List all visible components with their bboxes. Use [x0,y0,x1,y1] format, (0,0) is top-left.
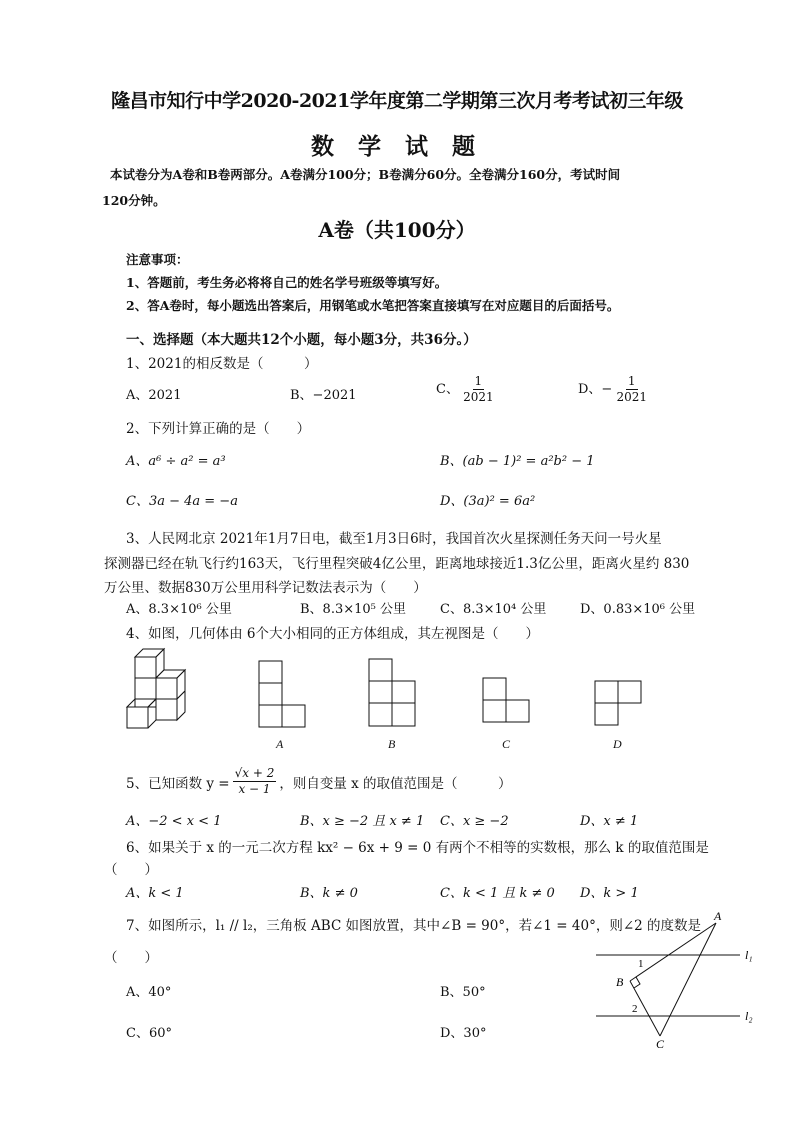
q5-option-c: C、x ≥ −2 [440,814,509,829]
exam-intro [102,162,710,214]
q1-option-b: B、−2021 [290,388,357,403]
q1-option-a: A、2021 [126,388,182,403]
q4-view-d [594,680,644,728]
q3-line-1: 3、人民网北京 2021年1月7日电，截至1月3日6时，我国首次火星探测任务天问一号火星 [126,531,662,547]
q7-angle-2: 2 [632,1003,638,1015]
q7-line-1: 7、如图所示，l₁ // l₂，三角板 ABC 如图放置，其中∠B = 90°，若∠1 = 40°，则∠2 的度数是 [126,918,702,934]
q4-label-d: D [613,737,622,751]
q4-view-a [258,660,308,730]
q7-option-b: B、50° [440,985,486,1000]
note-1: 1、答题前，考生务必将将自己的姓名学号班级等填写好。 [126,275,448,290]
q1-option-c-fraction [463,374,494,405]
page-title: 隆昌市知行中学2020-2021学年度第二学期第三次月考考试初三年级 [111,90,683,112]
fraction-numerator: 1 [474,374,483,388]
intro-line-2: 120分钟。 [102,193,166,208]
q6-line-1: 6、如果关于 x 的一元二次方程 kx² − 6x + 9 = 0 有两个不相等的实数根，那么 k 的取值范围是 [126,840,709,856]
q3-option-a: A、8.3×10⁶ 公里 [126,602,232,617]
fraction-denominator: 2021 [463,390,494,404]
q7-label-C: C [656,1037,665,1051]
right-angle-mark [634,977,640,988]
q7-label-A: A [714,909,722,923]
q4-label-a: A [276,737,284,751]
q1-option-d-prefix: D、− [578,382,613,397]
section-a-title: A卷（共100分） [318,218,476,242]
intro-line-1: 本试卷分为A卷和B卷两部分。A卷满分100分；B卷满分60分。全卷满分160分，考试时间 [110,167,621,182]
q5-fraction [233,766,277,797]
q5-suffix: ，则自变量 x 的取值范围是（ ） [279,775,512,792]
q7-figure [590,908,770,1053]
q7-label-l2: l₂ [745,1009,753,1023]
q1-option-d [578,374,647,405]
q7-line-2: （ ） [104,950,158,966]
q2-option-a: A、a⁶ ÷ a² = a³ [126,454,226,469]
q1-option-c-prefix: C、 [436,382,459,397]
q7-option-d: D、30° [440,1026,487,1041]
notes-title: 注意事项： [126,252,189,267]
q7-angle-1: 1 [638,958,644,970]
q3-option-b: B、8.3×10⁵ 公里 [300,602,407,617]
q2-stem: 2、下列计算正确的是（ ） [126,421,311,437]
q7-label-l1: l₁ [745,948,753,962]
q5-option-d: D、x ≠ 1 [580,814,639,829]
q3-option-c: C、8.3×10⁴ 公里 [440,602,547,617]
q6-option-c: C、k < 1 且 k ≠ 0 [440,886,555,901]
q7-option-a: A、40° [126,985,172,1000]
fraction-numerator: 1 [627,374,636,388]
q5-prefix: 5、已知函数 y = [126,775,230,792]
q1-option-d-fraction [616,374,647,405]
q4-solid-figure [120,645,200,745]
fraction-denominator: 2021 [616,390,648,404]
q6-option-a: A、k < 1 [126,886,184,901]
part1-title: 一、选择题（本大题共12个小题，每小题3分，共36分。） [126,332,477,348]
q5-stem [126,766,512,797]
segment-ac [660,923,716,1036]
q3-line-2: 探测器已经在轨飞行约163天，飞行里程突破4亿公里，距离地球接近1.3亿公里，距离火星约 830 [104,556,690,572]
q4-label-b: B [388,737,396,751]
q6-option-b: B、k ≠ 0 [300,886,358,901]
segment-ab [630,923,716,981]
q6-line-2: （ ） [104,862,158,878]
fraction-denominator: x − 1 [238,782,271,796]
q7-label-B: B [616,975,624,989]
q2-option-d: D、(3a)² = 6a² [440,494,536,509]
q4-label-c: C [502,737,511,751]
q5-option-b: B、x ≥ −2 且 x ≠ 1 [300,814,425,829]
q6-option-d: D、k > 1 [580,886,639,901]
q4-stem: 4、如图，几何体由 6个大小相同的正方体组成，其左视图是（ ） [126,626,539,642]
q1-stem: 1、2021的相反数是（ ） [126,356,318,372]
q2-option-c: C、3a − 4a = −a [126,494,238,509]
q7-option-c: C、60° [126,1026,172,1041]
q1-option-c [436,374,494,405]
fraction-numerator: √x + 2 [234,766,275,780]
q5-option-a: A、−2 < x < 1 [126,814,222,829]
q3-line-3: 万公里、数据830万公里用科学记数法表示为（ ） [104,580,427,596]
q4-view-b [368,658,418,730]
page-subtitle: 数 学 试 题 [310,133,484,160]
q3-option-d: D、0.83×10⁶ 公里 [580,602,696,617]
q4-view-c [482,677,532,725]
note-2: 2、答A卷时，每小题选出答案后，用钢笔或水笔把答案直接填写在对应题目的后面括号。 [126,298,620,313]
q2-option-b: B、(ab − 1)² = a²b² − 1 [440,454,595,469]
